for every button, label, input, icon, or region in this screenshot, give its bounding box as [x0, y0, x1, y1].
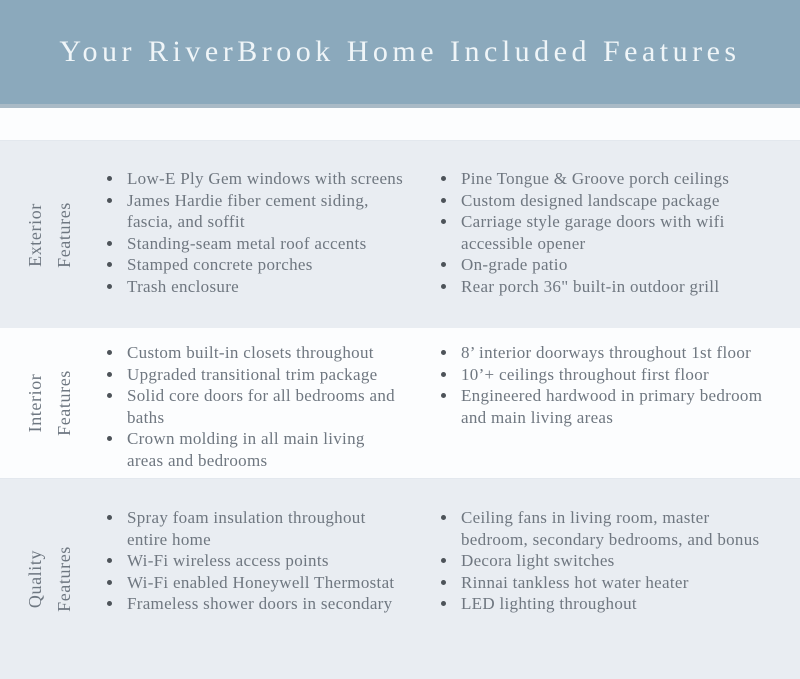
section-label-cell [0, 141, 100, 328]
feature-list-right [404, 328, 770, 478]
feature-item: • Solid core doors for all bedrooms and baths [124, 385, 404, 428]
feature-item: • Standing-seam metal roof accents [124, 233, 404, 255]
section-label-cell [0, 328, 100, 478]
feature-item: • Rear porch 36" built-in outdoor grill [458, 276, 770, 298]
feature-sections [0, 140, 800, 679]
feature-item: • Low-E Ply Gem windows with screens [124, 168, 404, 190]
header-banner [0, 0, 800, 108]
feature-item: • Custom built-in closets throughout [124, 342, 404, 364]
feature-list-right [404, 479, 770, 679]
section-label-line2: Features [54, 546, 74, 612]
feature-item: • Upgraded transitional trim package [124, 364, 404, 386]
feature-item: • On-grade patio [458, 254, 770, 276]
feature-item: • 8’ interior doorways throughout 1st floor [458, 342, 770, 364]
feature-item: • Spray foam insulation throughout entire home [124, 507, 404, 550]
section-label [21, 370, 79, 436]
section-label-line1: Interior [25, 373, 45, 433]
exterior-features [0, 140, 800, 328]
feature-item: • Wi-Fi enabled Honeywell Thermostat [124, 572, 404, 594]
feature-item: • Crown molding in all main living areas and bedrooms [124, 428, 404, 471]
section-label-cell [0, 479, 100, 679]
interior-features [0, 328, 800, 478]
feature-list-right [404, 141, 770, 328]
section-label-line1: Exterior [25, 202, 45, 267]
section-label-line1: Quality [25, 549, 45, 609]
page-title: Your RiverBrook Home Included Features [59, 35, 741, 68]
feature-item: • Decora light switches [458, 550, 770, 572]
feature-item: • Carriage style garage doors with wifi accessible opener [458, 211, 770, 254]
feature-item: • James Hardie fiber cement siding, fascia, and soffit [124, 190, 404, 233]
feature-item: • Rinnai tankless hot water heater [458, 572, 770, 594]
feature-list-left [100, 141, 404, 328]
feature-item: • Pine Tongue & Groove porch ceilings [458, 168, 770, 190]
section-label-line2: Features [54, 201, 74, 268]
section-label-line2: Features [54, 370, 74, 436]
section-label [21, 546, 79, 612]
feature-item: • Frameless shower doors in secondary [124, 593, 404, 615]
feature-item: • LED lighting throughout [458, 593, 770, 615]
section-label [21, 202, 79, 268]
feature-item: • Ceiling fans in living room, master bedroom, secondary bedrooms, and bonus [458, 507, 770, 550]
feature-item: • 10’+ ceilings throughout first floor [458, 364, 770, 386]
header-spacer [0, 108, 800, 140]
feature-list-left [100, 479, 404, 679]
feature-item: • Wi-Fi wireless access points [124, 550, 404, 572]
quality-features [0, 478, 800, 679]
feature-item: • Trash enclosure [124, 276, 404, 298]
feature-item: • Engineered hardwood in primary bedroom and main living areas [458, 385, 770, 428]
feature-item: • Custom designed landscape package [458, 190, 770, 212]
feature-item: • Stamped concrete porches [124, 254, 404, 276]
feature-list-left [100, 328, 404, 478]
